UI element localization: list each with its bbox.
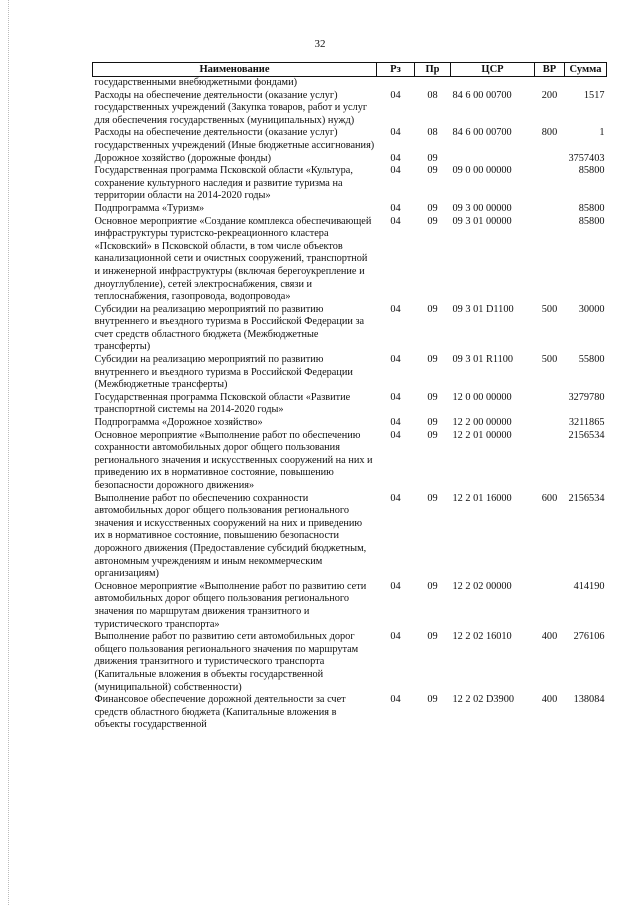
column-header-vr: ВР <box>535 63 565 77</box>
cell-name: Выполнение работ по обеспечению сохранности автомобильных дорог общего пользования регионального значения и искусственных сооружений на них и приведению их в нормативное состояние, повышению безопасности дорожного движения (Предоставление субсидий бюджетным, автономным учреждениям и иным некоммерческим организациям) <box>94 492 367 580</box>
cell-pr: 09 <box>427 391 438 403</box>
cell-rz: 04 <box>390 354 401 366</box>
table-row <box>93 430 607 493</box>
cell-name: государственными внебюджетными фондами) <box>94 77 298 88</box>
cell-vr <box>535 430 565 493</box>
cell-rz: 04 <box>390 165 401 177</box>
cell-name: Финансовое обеспечение дорожной деятельности за счет средств областного бюджета (Капитальные вложения в объекты государственной <box>94 694 346 731</box>
cell-csr: 12 0 00 00000 <box>452 391 512 403</box>
cell-pr: 09 <box>427 202 438 214</box>
cell-pr: 09 <box>427 417 438 429</box>
cell-rz: 04 <box>390 391 401 403</box>
cell-rz: 04 <box>390 492 401 504</box>
cell-csr: 12 2 02 00000 <box>452 580 512 592</box>
cell-name: Подпрограмма «Дорожное хозяйство» <box>94 417 263 429</box>
cell-name: Государственная программа Псковской области «Культура, сохранение культурного наследия и развитие туризма на территории области на 2014-2020 годы» <box>94 165 353 202</box>
column-header-name: Наименование <box>93 63 377 77</box>
cell-sum <box>565 77 607 90</box>
cell-vr <box>535 203 565 216</box>
table-row <box>93 581 607 631</box>
cell-name: Государственная программа Псковской области «Развитие транспортной системы на 2014-2020 годы» <box>94 391 351 416</box>
cell-sum: 2156534 <box>568 429 605 441</box>
cell-rz <box>377 77 415 90</box>
cell-csr: 12 2 01 16000 <box>452 492 512 504</box>
cell-vr: 500 <box>541 303 558 315</box>
cell-vr: 400 <box>541 694 558 706</box>
cell-sum: 85800 <box>578 165 605 177</box>
column-header-csr: ЦСР <box>451 63 535 77</box>
cell-pr <box>415 77 451 90</box>
cell-csr <box>451 153 535 166</box>
cell-pr: 09 <box>427 429 438 441</box>
cell-pr: 09 <box>427 631 438 643</box>
cell-csr: 12 2 02 D3900 <box>452 694 514 706</box>
cell-sum: 3757403 <box>568 152 605 164</box>
cell-vr: 400 <box>541 631 558 643</box>
cell-sum: 2156534 <box>568 492 605 504</box>
table-row <box>93 493 607 581</box>
cell-rz: 04 <box>390 215 401 227</box>
cell-vr: 200 <box>541 89 558 101</box>
column-header-sum: Сумма <box>565 63 607 77</box>
cell-rz: 04 <box>390 152 401 164</box>
header-row <box>93 63 607 77</box>
table-row <box>93 165 607 203</box>
cell-sum: 30000 <box>578 303 605 315</box>
cell-rz: 04 <box>390 631 401 643</box>
table-header <box>93 63 607 77</box>
cell-rz: 04 <box>390 303 401 315</box>
cell-name: Основное мероприятие «Создание комплекса обеспечивающей инфраструктуры туристско-рекреационного кластера «Псковский» в Псковской области, в том числе объектов канализационной сети и очистных сооружений, транспортной и инженерной инфраструктуры (включая берегоукрепление и дноуглубление), сетей электроснабжения, связи и теплоснабжения, газопровода, водопровода» <box>94 215 372 303</box>
cell-vr: 800 <box>541 127 558 139</box>
cell-csr: 09 0 00 00000 <box>452 165 512 177</box>
cell-rz: 04 <box>390 127 401 139</box>
cell-vr <box>535 77 565 90</box>
cell-sum: 85800 <box>578 215 605 227</box>
cell-sum: 85800 <box>578 202 605 214</box>
cell-pr: 09 <box>427 152 438 164</box>
column-header-rz: Рз <box>377 63 415 77</box>
cell-sum: 3211865 <box>568 417 605 429</box>
cell-rz: 04 <box>390 202 401 214</box>
cell-sum: 1517 <box>583 89 605 101</box>
table-row <box>93 90 607 128</box>
cell-csr <box>451 77 535 90</box>
table-row <box>93 304 607 354</box>
cell-name: Субсидии на реализацию мероприятий по развитию внутреннего и въездного туризма в Российской Федерации (Межбюджетные трансферты) <box>94 354 353 391</box>
table-row <box>93 417 607 430</box>
cell-pr: 08 <box>427 89 438 101</box>
cell-csr: 84 6 00 00700 <box>452 89 512 101</box>
cell-name: Расходы на обеспечение деятельности (оказание услуг) государственных учреждений (Закупка товаров, работ и услуг для обеспечения государственных (муниципальных) нужд) <box>94 89 368 126</box>
page-edge-rule <box>8 0 9 905</box>
table-body <box>93 77 607 732</box>
cell-vr: 600 <box>541 492 558 504</box>
table-row <box>93 153 607 166</box>
cell-vr <box>535 581 565 631</box>
table-row <box>93 216 607 304</box>
table-row <box>93 694 607 732</box>
budget-table <box>92 62 607 732</box>
cell-name: Основное мероприятие «Выполнение работ по обеспечению сохранности автомобильных дорог общего пользования регионального значения и искусственных сооружений на них и приведению их в нормативное состояние, повышению безопасности дорожного движения» <box>94 429 373 491</box>
cell-csr: 12 2 02 16010 <box>452 631 512 643</box>
table-row <box>93 392 607 417</box>
cell-sum: 3279780 <box>568 391 605 403</box>
cell-rz: 04 <box>390 580 401 592</box>
cell-vr <box>535 153 565 166</box>
table-row <box>93 631 607 694</box>
cell-csr: 09 3 00 00000 <box>452 202 512 214</box>
cell-pr: 09 <box>427 215 438 227</box>
cell-name: Дорожное хозяйство (дорожные фонды) <box>94 152 272 164</box>
cell-sum: 276106 <box>573 631 605 643</box>
cell-pr: 09 <box>427 694 438 706</box>
cell-sum: 138084 <box>573 694 605 706</box>
table-row <box>93 127 607 152</box>
cell-pr: 09 <box>427 165 438 177</box>
cell-csr: 09 3 01 00000 <box>452 215 512 227</box>
table-row <box>93 77 607 90</box>
cell-csr: 09 3 01 R1100 <box>452 354 514 366</box>
table-row <box>93 354 607 392</box>
cell-rz: 04 <box>390 417 401 429</box>
cell-csr: 84 6 00 00700 <box>452 127 512 139</box>
cell-rz: 04 <box>390 429 401 441</box>
cell-vr <box>535 417 565 430</box>
cell-sum: 55800 <box>578 354 605 366</box>
column-header-pr: Пр <box>415 63 451 77</box>
cell-sum: 1 <box>599 127 605 139</box>
cell-csr: 12 2 01 00000 <box>452 429 512 441</box>
cell-pr: 09 <box>427 580 438 592</box>
cell-pr: 09 <box>427 354 438 366</box>
cell-vr <box>535 392 565 417</box>
cell-pr: 09 <box>427 492 438 504</box>
cell-name: Расходы на обеспечение деятельности (оказание услуг) государственных учреждений (Иные бюджетные ассигнования) <box>94 127 375 151</box>
page-number: 32 <box>314 38 326 50</box>
table-row <box>93 203 607 216</box>
cell-name: Основное мероприятие «Выполнение работ по развитию сети автомобильных дорог общего пользования регионального значения по маршрутам движения транзитного и туристического транспорта» <box>94 580 367 630</box>
cell-name: Выполнение работ по развитию сети автомобильных дорог общего пользования регионального значения по маршрутам движения транзитного и туристического транспорта (Капитальные вложения в объекты государственной (муниципальной) собственности) <box>94 631 359 693</box>
cell-pr: 09 <box>427 303 438 315</box>
cell-sum: 414190 <box>573 580 605 592</box>
cell-vr <box>535 216 565 304</box>
cell-pr: 08 <box>427 127 438 139</box>
cell-rz: 04 <box>390 89 401 101</box>
cell-csr: 09 3 01 D1100 <box>452 303 514 315</box>
cell-name: Субсидии на реализацию мероприятий по развитию внутреннего и въездного туризма в Российской Федерации за счет средств областного бюджета (Межбюджетные трансферты) <box>94 303 365 353</box>
cell-csr: 12 2 00 00000 <box>452 417 512 429</box>
cell-vr: 500 <box>541 354 558 366</box>
cell-vr <box>535 165 565 203</box>
cell-rz: 04 <box>390 694 401 706</box>
cell-name: Подпрограмма «Туризм» <box>94 202 205 214</box>
